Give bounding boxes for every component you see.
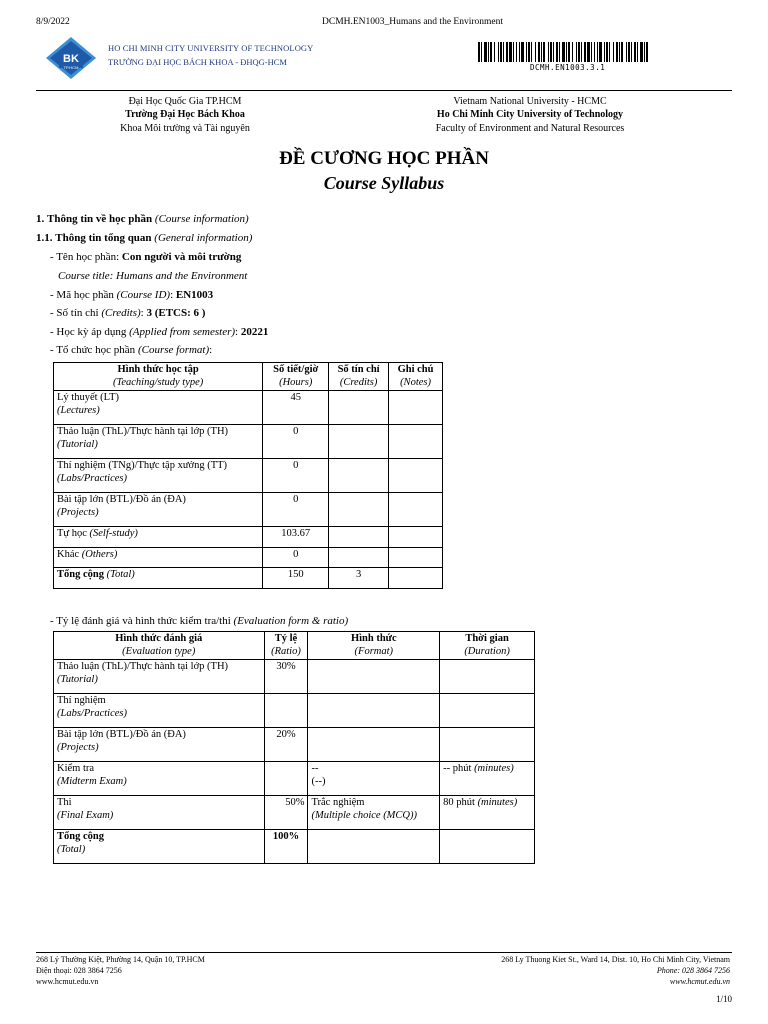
table-cell: 0 (263, 493, 329, 527)
barcode-icon (478, 42, 650, 62)
page-title: ĐỀ CƯƠNG HỌC PHẦN (279, 148, 489, 169)
table-cell (440, 694, 535, 728)
table-row (54, 796, 535, 830)
table-total-row (54, 830, 535, 864)
table-cell (389, 527, 443, 548)
table-cell: Bài tập lớn (BTL)/Đồ án (ĐA) (Projects) (54, 728, 265, 762)
table-cell: Thảo luận (ThL)/Thực hành tại lớp (TH) (Tutorial) (54, 425, 263, 459)
subsection-number: 1.1. (36, 232, 53, 244)
table-cell (329, 527, 389, 548)
logo-subtext: TP.HCM (63, 65, 79, 70)
table-row (54, 728, 535, 762)
table-row (54, 694, 535, 728)
table-cell: Thí nghiệm (TNg)/Thực tập xưởng (TT) (Labs/Practices) (54, 459, 263, 493)
table-cell (440, 830, 535, 864)
table-header-row (54, 632, 535, 660)
credits-label: - Số tín chỉ (50, 307, 102, 319)
table-header: Tỷ lệ (Ratio) (264, 632, 308, 660)
table-cell (389, 459, 443, 493)
table-cell (264, 694, 308, 728)
subsection-label: Thông tin tổng quan (55, 232, 152, 244)
table-total-row (54, 568, 443, 589)
subsection-label-en: (General information) (154, 232, 253, 244)
table-cell: 103.67 (263, 527, 329, 548)
table-cell (308, 728, 440, 762)
course-format-line: - Tổ chức học phần (Course format): (50, 344, 213, 356)
table-header: Hình thức đánh giá (Evaluation type) (54, 632, 265, 660)
table-cell: Kiểm tra (Midterm Exam) (54, 762, 265, 796)
footer-website-left[interactable]: www.hcmut.edu.vn (36, 977, 99, 986)
university-name-vi: TRƯỜNG ĐẠI HỌC BÁCH KHOA - ĐHQG-HCM (108, 57, 287, 67)
table-cell: 150 (263, 568, 329, 589)
table-cell: 45 (263, 391, 329, 425)
section-heading (36, 213, 249, 225)
table-cell: -- phút (minutes) (440, 762, 535, 796)
table-row (54, 425, 443, 459)
semester-line: - Học kỳ áp dụng (Applied from semester): 20221 (50, 326, 269, 338)
table-cell (389, 425, 443, 459)
table-cell (308, 830, 440, 864)
footer-phone-en: Phone: 028 3864 7256 (656, 966, 730, 975)
table-cell (329, 425, 389, 459)
table-header-row (54, 363, 443, 391)
table-row (54, 762, 535, 796)
table-row (54, 391, 443, 425)
table-cell: 80 phút (minutes) (440, 796, 535, 830)
table-cell (264, 762, 308, 796)
table-header: Thời gian (Duration) (440, 632, 535, 660)
table-cell (440, 728, 535, 762)
course-id-line: - Mã học phần (Course ID): EN1003 (50, 289, 214, 301)
table-cell: 0 (263, 425, 329, 459)
course-format-label: - Tổ chức học phần (50, 344, 138, 356)
evaluation-label: - Tỷ lệ đánh giá và hình thức kiểm tra/thi (50, 615, 234, 627)
footer-divider (36, 952, 732, 953)
section-number: 1. (36, 213, 45, 225)
table-cell: 0 (263, 548, 329, 568)
table-cell: 20% (264, 728, 308, 762)
table-header: Ghi chú (Notes) (389, 363, 443, 391)
institution-right-1: Vietnam National University - HCMC (453, 96, 607, 107)
table-row (54, 548, 443, 568)
evaluation-table (53, 631, 535, 864)
course-id: EN1003 (175, 289, 214, 301)
table-cell: Trắc nghiệm (Multiple choice (MCQ)) (308, 796, 440, 830)
table-cell: -- (--) (308, 762, 440, 796)
logo-text: BK (63, 53, 79, 65)
table-cell (329, 459, 389, 493)
credits-label-en: (Credits) (101, 307, 141, 319)
footer-address-vi: 268 Lý Thường Kiệt, Phường 14, Quận 10, TP.HCM (36, 955, 205, 964)
course-format-table (53, 362, 443, 589)
institution-left-3: Khoa Môi trường và Tài nguyên (120, 123, 250, 134)
document-code: DCMH.EN1003.3.1 (530, 63, 606, 72)
table-cell: 100% (264, 830, 308, 864)
course-name: Con người và môi trường (121, 251, 242, 263)
table-cell (329, 391, 389, 425)
header-divider (36, 90, 732, 91)
credits-value: 3 (ETCS: 6 ) (146, 307, 206, 319)
semester-label-en: (Applied from semester) (129, 326, 236, 338)
table-cell: 0 (263, 459, 329, 493)
table-cell (389, 548, 443, 568)
page-number: 1/10 (715, 994, 732, 1004)
institution-right-3: Faculty of Environment and Natural Resources (435, 123, 625, 134)
course-id-label: - Mã học phần (50, 289, 117, 301)
table-cell (329, 548, 389, 568)
footer-website-right[interactable]: www.hcmut.edu.vn (669, 977, 730, 986)
institution-right-2: Ho Chi Minh City University of Technology (436, 109, 624, 120)
course-format-label-en: (Course format) (137, 344, 210, 356)
table-cell: Khác (Others) (54, 548, 263, 568)
credits-line: - Số tín chỉ (Credits): 3 (ETCS: 6 ) (50, 307, 206, 319)
table-header: Hình thức học tập (Teaching/study type) (54, 363, 263, 391)
print-date: 8/9/2022 (36, 17, 70, 27)
semester-label: - Học kỳ áp dụng (50, 326, 130, 338)
evaluation-label-en: (Evaluation form & ratio) (233, 615, 349, 627)
footer-right (501, 954, 730, 987)
page-subtitle: Course Syllabus (323, 173, 445, 193)
table-row (54, 527, 443, 548)
footer-phone-vi: Điện thoại: 028 3864 7256 (36, 966, 122, 975)
section-label: Thông tin về học phần (47, 213, 153, 225)
table-cell (440, 660, 535, 694)
table-cell: Thảo luận (ThL)/Thực hành tại lớp (TH) (Tutorial) (54, 660, 265, 694)
evaluation-line (50, 615, 348, 627)
course-name-line (50, 251, 241, 263)
section-label-en: (Course information) (154, 213, 249, 225)
table-cell: Bài tập lớn (BTL)/Đồ án (ĐA) (Projects) (54, 493, 263, 527)
table-row (54, 493, 443, 527)
table-cell: 30% (264, 660, 308, 694)
table-cell (329, 493, 389, 527)
course-name-label: - Tên học phần: (50, 251, 122, 263)
table-header: Số tiết/giờ (Hours) (263, 363, 329, 391)
institution-left-1: Đại Học Quốc Gia TP.HCM (128, 96, 242, 107)
table-cell (389, 568, 443, 589)
table-header: Hình thức (Format) (308, 632, 440, 660)
table-cell (308, 660, 440, 694)
table-cell: Thí nghiệm (Labs/Practices) (54, 694, 265, 728)
table-cell: Tự học (Self-study) (54, 527, 263, 548)
table-cell: 50% (264, 796, 308, 830)
university-name-en: HO CHI MINH CITY UNIVERSITY OF TECHNOLOGY (108, 43, 314, 53)
table-header: Số tín chỉ (Credits) (329, 363, 389, 391)
course-id-label-en: (Course ID) (116, 289, 171, 301)
table-cell (308, 694, 440, 728)
university-logo-icon (46, 37, 96, 79)
table-row (54, 660, 535, 694)
table-cell: Thi (Final Exam) (54, 796, 265, 830)
footer-address-en: 268 Ly Thuong Kiet St., Ward 14, Dist. 10, Ho Chi Minh City, Vietnam (501, 955, 730, 964)
semester-value: 20221 (240, 326, 269, 338)
table-cell: Tổng cộng (Total) (54, 830, 265, 864)
subsection-heading (36, 232, 252, 244)
institution-left-2: Trường Đại Học Bách Khoa (125, 109, 245, 120)
print-title: DCMH.EN1003_Humans and the Environment (322, 17, 504, 27)
table-cell: Tổng cộng (Total) (54, 568, 263, 589)
course-title-en: Course title: Humans and the Environment (58, 270, 248, 282)
table-row (54, 459, 443, 493)
table-cell (389, 391, 443, 425)
footer-left (36, 954, 205, 987)
table-cell: Lý thuyết (LT) (Lectures) (54, 391, 263, 425)
table-cell: 3 (329, 568, 389, 589)
table-cell (389, 493, 443, 527)
